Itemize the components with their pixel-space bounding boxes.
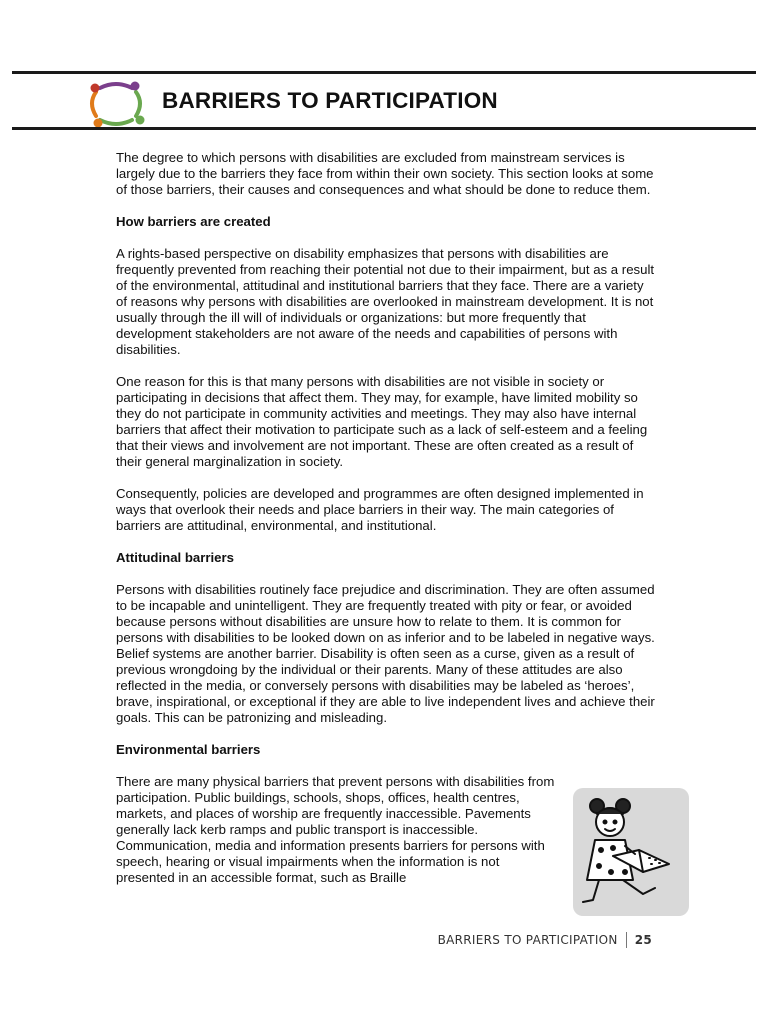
page-number: 25 xyxy=(634,933,652,947)
illustration-panel xyxy=(573,788,689,916)
page-footer xyxy=(438,932,652,948)
how-paragraph-2: One reason for this is that many persons with disabilities are not visible in society or participating in decisions that affect them. They may, for example, have limited mobility so they do not participate in community activities and meetings. They may also have internal barriers that affect their motivation to participate such as a lack of self-esteem and a feeling that their views and involvement are not important. These are often created as a result of their general marginalization in society. xyxy=(116,374,648,469)
how-paragraph-3-lead: Consequently, policies are developed and programmes are often designed implemented in ways that overlook their needs and place barriers in their way. The main categories of barriers are xyxy=(116,486,644,533)
intro-paragraph: The degree to which persons with disabilities are excluded from mainstream services is largely due to the barriers they face from within their own society. This section looks at some of those barriers, their causes and consequences and what should be done to reduce them. xyxy=(116,150,654,197)
header-bottom-rule xyxy=(12,127,756,130)
environmental-paragraph: There are many physical barriers that prevent persons with disabilities from participation. Public buildings, schools, shops, offices, health centres, markets, and places of worship are frequently inaccessible. Pavements generally lack kerb ramps and public transport is inaccessible. Communication, media and information presents barriers for persons with speech, hearing or visual impairments when the information is not presented in an accessible format, such as Braille xyxy=(116,774,555,885)
attitudinal-paragraph: Persons with disabilities routinely face prejudice and discrimination. They are often assumed to be incapable and unintelligent. They are frequently treated with pity or fear, or avoided because persons without disabilities are unsure how to relate to them. It is common for persons with disabilities to be looked down on as inferior and to be labeled in negative ways. Belief systems are another barrier. Disability is often seen as a curse, given as a result of previous wrongdoing by the individual or their parents. Many of these attitudes are also reflected in the media, or conversely persons with disabilities may be labeled as ‘heroes’, brave, inspirational, or exceptional if they are able to live independent lives and achieve their goals. This can be patronizing and misleading. xyxy=(116,582,655,725)
section-heading-how-barriers: How barriers are created xyxy=(116,214,271,229)
how-paragraph-1: A rights-based perspective on disability emphasizes that persons with disabilities are frequently prevented from reaching their potential not due to their impairment, but as a result of the environmental, attitudinal and institutional barriers that they face. There are a variety of reasons why persons with disabilities are overlooked in mainstream development. It is not usually through the ill will of individuals or organizations: but more frequently that development stakeholders are not aware of the needs and capabilities of persons with disabilities. xyxy=(116,246,655,357)
how-paragraph-3 xyxy=(116,486,656,534)
footer-divider xyxy=(626,932,627,948)
page-title: BARRIERS TO PARTICIPATION xyxy=(162,88,498,113)
header-top-rule xyxy=(12,71,756,74)
girl-reading-braille-icon xyxy=(573,788,689,916)
how-paragraph-3-end: . xyxy=(432,518,437,533)
section-heading-attitudinal: Attitudinal barriers xyxy=(116,550,234,565)
barrier-categories-text: attitudinal, environmental, and institutional xyxy=(187,518,433,533)
four-people-circle-logo xyxy=(86,78,146,128)
footer-section-label: BARRIERS TO PARTICIPATION xyxy=(437,933,618,947)
section-heading-environmental: Environmental barriers xyxy=(116,742,261,757)
main-content xyxy=(116,150,656,886)
